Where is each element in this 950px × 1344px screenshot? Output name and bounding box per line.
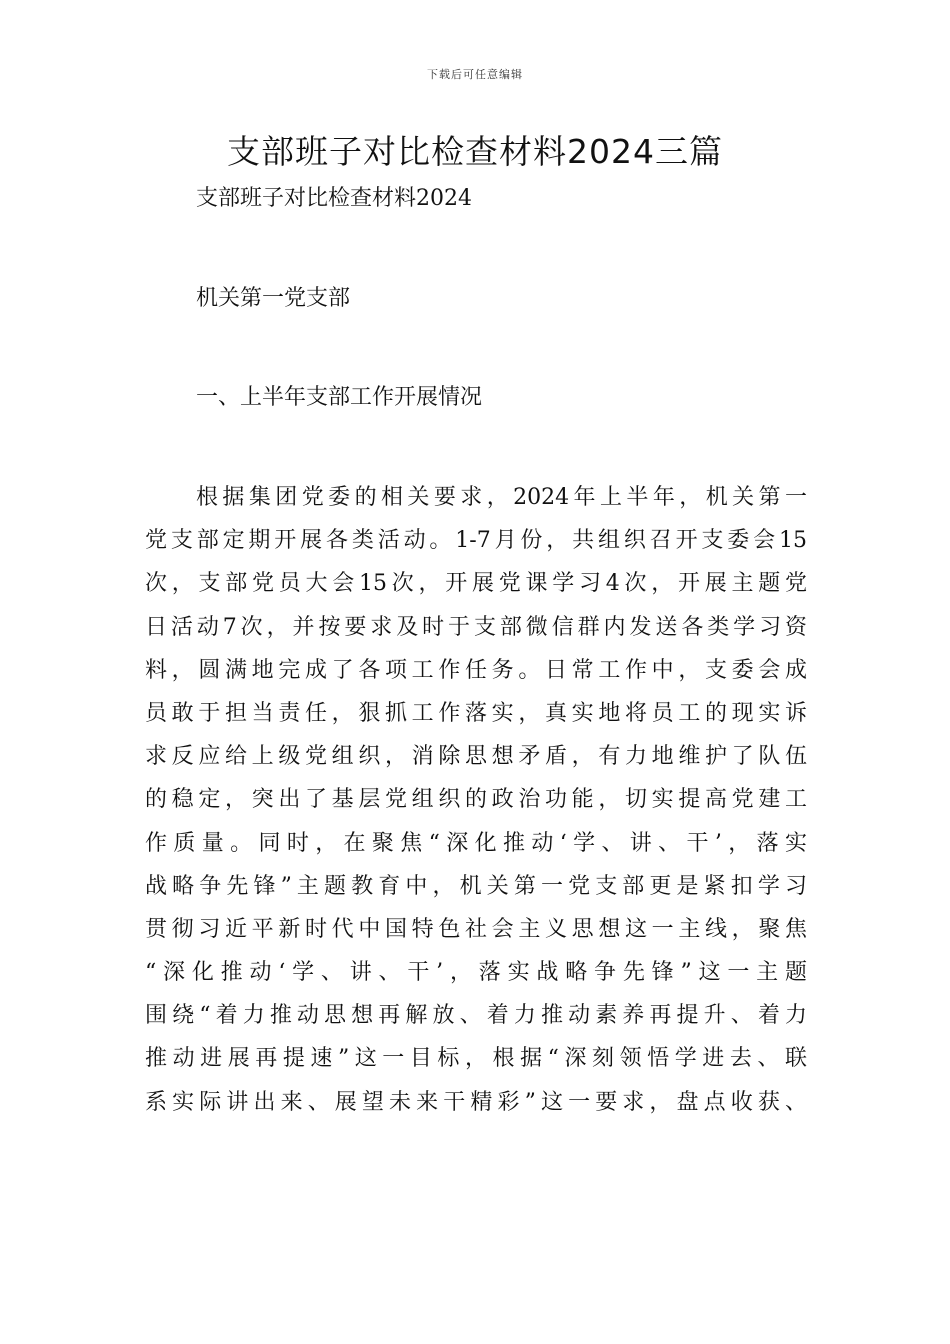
paragraph-line: 战略争先锋”主题教育中，机关第一党支部更是紧扣学习 [145, 873, 807, 899]
body-paragraph [145, 476, 807, 1124]
paragraph-line: 次，支部党员大会15次，开展党课学习4次，开展主题党 [145, 571, 807, 597]
paragraph-line: 贯彻习近平新时代中国特色社会主义思想这一主线，聚焦 [145, 916, 807, 942]
paragraph-line: 的稳定，突出了基层党组织的政治功能，切实提高党建工 [145, 787, 807, 813]
document-subtitle: 支部班子对比检查材料2024 [196, 186, 472, 211]
organization-name: 机关第一党支部 [196, 286, 351, 311]
paragraph-line: 推动进展再提速”这一目标，根据“深刻领悟学进去、联 [145, 1046, 807, 1072]
paragraph-line: 求反应给上级党组织，消除思想矛盾，有力地维护了队伍 [145, 744, 807, 770]
paragraph-line: 员敢于担当责任，狠抓工作落实，真实地将员工的现实诉 [145, 700, 807, 726]
paragraph-line: 料，圆满地完成了各项工作任务。日常工作中，支委会成 [145, 657, 807, 683]
paragraph-line: “深化推动‘学、讲、干’，落实战略争先锋”这一主题 [145, 960, 807, 986]
paragraph-line: 作质量。同时，在聚焦“深化推动‘学、讲、干’，落实 [145, 830, 807, 856]
paragraph-line: 系实际讲出来、展望未来干精彩”这一要求，盘点收获、 [145, 1089, 807, 1115]
header-note: 下载后可任意编辑 [427, 68, 523, 81]
paragraph-line: 党支部定期开展各类活动。1-7月份，共组织召开支委会15 [145, 528, 807, 554]
section-heading: 一、上半年支部工作开展情况 [196, 385, 483, 410]
document-title: 支部班子对比检查材料2024三篇 [227, 132, 723, 171]
paragraph-line: 围绕“着力推动思想再解放、着力推动素养再提升、着力 [145, 1003, 807, 1029]
paragraph-line: 日活动7次，并按要求及时于支部微信群内发送各类学习资 [145, 614, 807, 640]
paragraph-line: 根据集团党委的相关要求，2024年上半年，机关第一 [196, 485, 807, 510]
